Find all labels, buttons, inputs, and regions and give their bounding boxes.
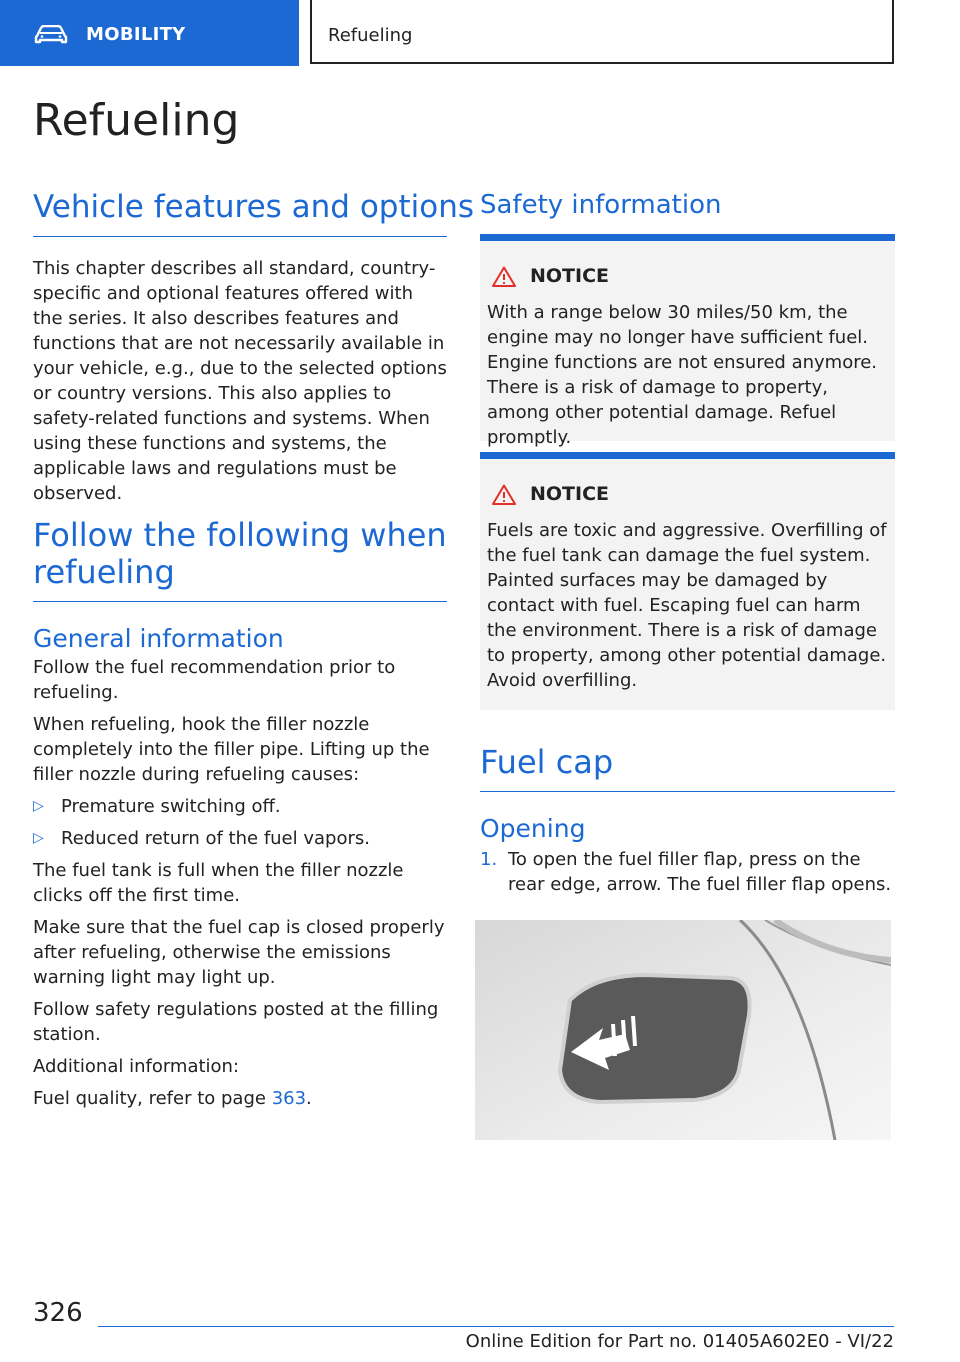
intro-paragraph: This chapter describes all standard, country-specific and optional features offered with the series. It also describes features and functions that are not necessarily available in your vehicle, e.g., due to the selected options or country versions. This also applies to safety-related functions and systems. When using these functions and systems, the applicable laws and regulations must be observed. xyxy=(33,257,447,504)
notice-body: Fuels are toxic and aggressive. Overfilling of the fuel tank can damage the fuel system. Painted surfaces may be damaged by contact with fuel. Escaping fuel can harm the environment. There is a risk of damage to property, among other potential damage. Avoid overfilling. xyxy=(487,520,887,691)
list-item xyxy=(33,794,447,819)
fuel-cap-section xyxy=(480,744,895,897)
notice-box xyxy=(480,234,895,448)
page-reference-link[interactable]: 363 xyxy=(271,1088,307,1109)
list-item xyxy=(33,826,447,851)
chapter-header xyxy=(310,0,894,64)
subsection-heading: General information xyxy=(33,624,284,653)
section-heading: Vehicle features and options xyxy=(33,189,474,225)
paragraph: When refueling, hook the filler nozzle completely into the filler pipe. Lifting up the filler nozzle during refueling causes: xyxy=(33,714,430,785)
list-item-text: Premature switching off. xyxy=(61,796,281,817)
notice-title: NOTICE xyxy=(530,265,610,287)
paragraph: Follow safety regulations posted at the filling station. xyxy=(33,999,439,1045)
vehicle-features-section xyxy=(33,189,474,506)
step-number: 1. xyxy=(480,848,498,870)
section-heading: Fuel cap xyxy=(480,743,614,781)
warning-icon xyxy=(492,266,516,287)
section-label: MOBILITY xyxy=(86,24,186,45)
footer-rule xyxy=(98,1326,894,1327)
subsection-heading: Opening xyxy=(480,813,586,843)
footer-edition: Online Edition for Part no. 01405A602E0 - VI/22 xyxy=(465,1331,894,1352)
page-number: 326 xyxy=(33,1298,83,1328)
notice-title: NOTICE xyxy=(530,483,610,505)
heading-rule xyxy=(33,601,447,602)
list-item-text: Reduced return of the fuel vapors. xyxy=(61,828,370,849)
paragraph: Follow the fuel recommendation prior to refueling. xyxy=(33,657,396,703)
safety-heading: Safety information xyxy=(480,190,722,220)
section-tab xyxy=(0,0,299,66)
triangle-bullet-icon: ▷ xyxy=(33,830,44,846)
follow-section xyxy=(33,517,447,1111)
notice-box xyxy=(480,452,895,710)
section-heading: Follow the following when refueling xyxy=(33,516,447,591)
bullet-list xyxy=(33,794,447,851)
triangle-bullet-icon: ▷ xyxy=(33,798,44,814)
step-text: To open the fuel filler flap, press on the rear edge, arrow. The fuel filler flap opens. xyxy=(508,848,892,895)
notice-body: With a range below 30 miles/50 km, the engine may no longer have sufficient fuel. Engine functions are not ensured anymore. There is a risk of damage to property, among other potential damage. Refuel promptly. xyxy=(487,302,878,448)
notice-header xyxy=(492,483,609,505)
heading-rule xyxy=(33,236,447,237)
heading-rule xyxy=(480,791,895,792)
notice-header xyxy=(492,265,609,287)
step-item xyxy=(480,847,895,897)
warning-icon xyxy=(492,484,516,505)
paragraph: Additional information: xyxy=(33,1056,240,1077)
paragraph: The fuel tank is full when the filler nozzle clicks off the first time. xyxy=(33,860,404,906)
fuel-flap-drawing xyxy=(475,920,891,1140)
fuel-flap-illustration xyxy=(475,920,891,1140)
text: . xyxy=(306,1088,312,1109)
text: Fuel quality, refer to page xyxy=(33,1088,272,1109)
paragraph: Make sure that the fuel cap is closed properly after refueling, otherwise the emissions warning light may light up. xyxy=(33,917,445,988)
paragraph xyxy=(33,1086,447,1111)
car-icon xyxy=(34,25,68,45)
page-title: Refueling xyxy=(33,95,240,146)
chapter-label: Refueling xyxy=(328,25,413,46)
